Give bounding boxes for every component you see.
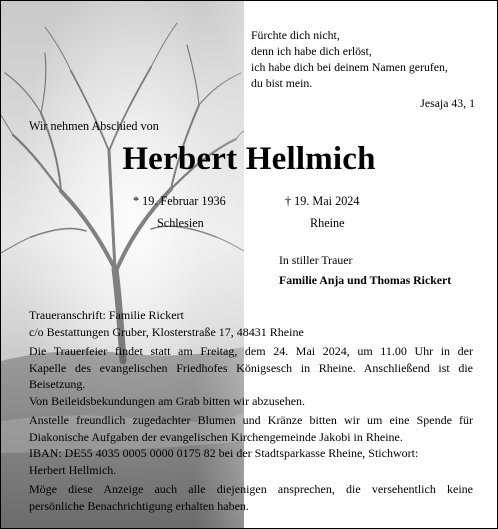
- verse-reference: Jesaja 43, 1: [420, 96, 475, 110]
- verse-line: denn ich habe dich erlöst,: [251, 44, 372, 58]
- verse-line: ich habe dich bei deinem Namen gerufen,: [251, 60, 448, 74]
- mourning-label: In stiller Trauer: [279, 253, 353, 267]
- deceased-name: Herbert Hellmich: [122, 141, 376, 177]
- donation-line: Diakonische Aufgaben der evangelischen Kirchengemeinde Jakobi in Rheine.: [29, 429, 403, 444]
- notice-body: [29, 307, 473, 514]
- bible-verse: [251, 27, 448, 91]
- intro-text: Wir nehmen Abschied von: [29, 119, 159, 133]
- donation-line: Herbert Hellmich.: [29, 462, 117, 477]
- address-line: c/o Bestattungen Gruber, Klosterstraße 17, 48431 Rheine: [29, 324, 304, 339]
- closing-line: persönliche Benachrichtigung erhalten haben.: [29, 498, 249, 513]
- birth-date: * 19. Februar 1936: [133, 194, 226, 208]
- verse-line: du bist mein.: [251, 76, 313, 90]
- closing-line: Möge diese Anzeige auch alle diejenigen ansprechen, die versehentlich keine: [29, 482, 473, 496]
- address-line: Traueranschrift: Familie Rickert: [29, 308, 184, 322]
- mourning-family: Familie Anja und Thomas Rickert: [279, 273, 452, 287]
- birth-place: Schlesien: [157, 216, 204, 230]
- ceremony-line: Kapelle des evangelischen Friedhofes Königsesch in Rheine. Anschließend ist die: [29, 360, 473, 375]
- death-date: † 19. Mai 2024: [285, 194, 360, 208]
- donation-line: IBAN: DE55 4035 0005 0000 0175 82 bei der Stadtsparkasse Rheine, Stichwort:: [29, 446, 419, 460]
- ceremony-line: Die Trauerfeier findet statt am Freitag, dem 24. Mai 2024, um 11.00 Uhr in der: [29, 344, 473, 358]
- ceremony-line: Von Beileidsbekundungen am Grab bitten wir abzusehen.: [29, 393, 306, 408]
- donation-line: Anstelle freundlich zugedachter Blumen und Kränze bitten wir um eine Spende für: [29, 413, 473, 427]
- ceremony-line: Beisetzung.: [29, 377, 86, 391]
- verse-line: Fürchte dich nicht,: [251, 28, 340, 42]
- death-place: Rheine: [310, 216, 345, 230]
